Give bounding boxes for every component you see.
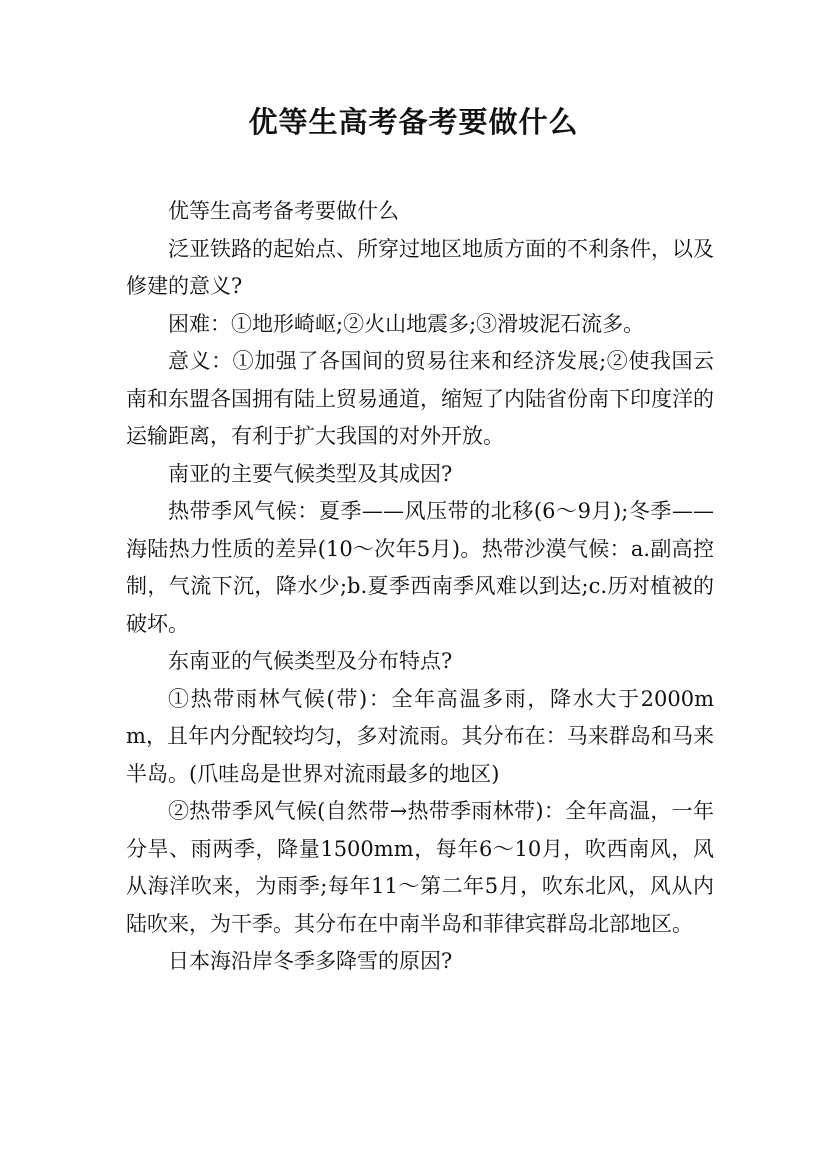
paragraph-tropical-monsoon: ②热带季风气候(自然带→热带季雨林带)：全年高温，一年分旱、雨两季，降量1500mm，每年6～10月，吹西南风，风从海洋吹来，为雨季;每年11～第二年5月，吹东北风，风从内陆吹来，为干季。其分布在中南半岛和菲律宾群岛北部地区。	[126, 799, 714, 936]
document-title: 优等生高考备考要做什么	[248, 105, 579, 139]
paragraph-subtitle: 优等生高考备考要做什么	[168, 199, 399, 223]
paragraph-tropical-rainforest: ①热带雨林气候(带)：全年高温多雨，降水大于2000mm，且年内分配较均匀，多对流雨。其分布在：马来群岛和马来半岛。(爪哇岛是世界对流雨最多的地区)	[126, 686, 714, 786]
paragraph-question-south-asia-climate: 南亚的主要气候类型及其成因?	[168, 461, 453, 486]
paragraph-difficulties: 困难：①地形崎岖;②火山地震多;③滑坡泥石流多。	[168, 311, 645, 336]
paragraph-significance: 意义：①加强了各国间的贸易往来和经济发展;②使我国云南和东盟各国拥有陆上贸易通道，缩短了内陆省份南下印度洋的运输距离，有利于扩大我国的对外开放。	[126, 349, 714, 448]
paragraph-question-japan-snow: 日本海沿岸冬季多降雪的原因?	[168, 949, 453, 973]
paragraph-tropical-monsoon-causes: 热带季风气候：夏季——风压带的北移(6～9月);冬季——海陆热力性质的差异(10～次年5月)。热带沙漠气候：a.副高控制，气流下沉，降水少;b.夏季西南季风难以到达;c.历对植被的破坏。	[126, 499, 714, 636]
paragraph-question-pan-asia-railway: 泛亚铁路的起始点、所穿过地区地质方面的不利条件，以及修建的意义?	[126, 236, 714, 298]
paragraph-question-southeast-asia-climate: 东南亚的气候类型及分布特点?	[168, 649, 453, 673]
document-body	[126, 193, 714, 981]
